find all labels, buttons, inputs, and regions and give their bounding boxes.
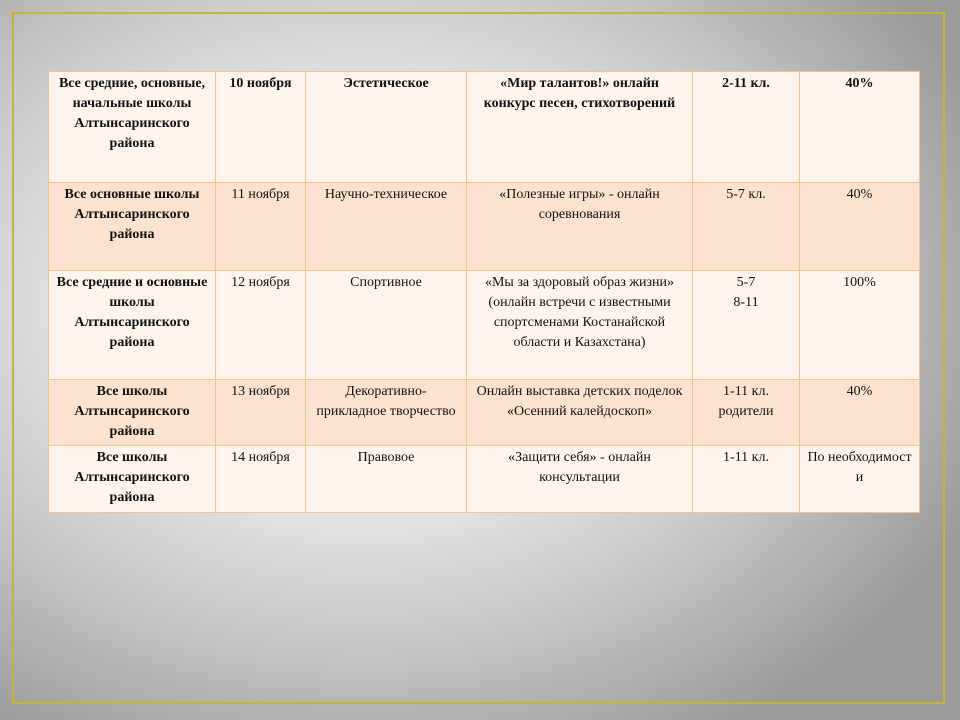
organization-cell: Все средние, основные, начальные школы Алтынсаринского района — [49, 72, 216, 183]
direction-cell: Эстетическое — [306, 72, 467, 183]
direction-cell: Правовое — [306, 446, 467, 513]
grades-cell: 1-11 кл. родители — [693, 380, 800, 446]
organization-cell: Все школы Алтынсаринского района — [49, 380, 216, 446]
table-row — [49, 72, 920, 183]
date-cell: 10 ноября — [216, 72, 306, 183]
coverage-cell: 100% — [800, 271, 920, 380]
table-row — [49, 446, 920, 513]
organization-cell: Все основные школы Алтынсаринского района — [49, 183, 216, 271]
date-cell: 13 ноября — [216, 380, 306, 446]
table-row — [49, 271, 920, 380]
coverage-cell: По необходимости — [800, 446, 920, 513]
date-cell: 14 ноября — [216, 446, 306, 513]
event-cell: Онлайн выставка детских поделок «Осенний калейдоскоп» — [467, 380, 693, 446]
table-row — [49, 380, 920, 446]
coverage-cell: 40% — [800, 380, 920, 446]
organization-cell: Все школы Алтынсаринского района — [49, 446, 216, 513]
event-cell: «Полезные игры» - онлайн соревнования — [467, 183, 693, 271]
events-table — [48, 71, 920, 513]
date-cell: 12 ноября — [216, 271, 306, 380]
coverage-cell: 40% — [800, 72, 920, 183]
grades-cell: 5-7 8-11 — [693, 271, 800, 380]
direction-cell: Научно-техническое — [306, 183, 467, 271]
grades-cell: 2-11 кл. — [693, 72, 800, 183]
coverage-cell: 40% — [800, 183, 920, 271]
direction-cell: Декоративно-прикладное творчество — [306, 380, 467, 446]
direction-cell: Спортивное — [306, 271, 467, 380]
grades-cell: 1-11 кл. — [693, 446, 800, 513]
grades-cell: 5-7 кл. — [693, 183, 800, 271]
table-row — [49, 183, 920, 271]
event-cell: «Мир талантов!» онлайн конкурс песен, стихотворений — [467, 72, 693, 183]
organization-cell: Все средние и основные школы Алтынсаринского района — [49, 271, 216, 380]
event-cell: «Мы за здоровый образ жизни» (онлайн встречи с известными спортсменами Костанайской области и Казахстана) — [467, 271, 693, 380]
date-cell: 11 ноября — [216, 183, 306, 271]
event-cell: «Защити себя» - онлайн консультации — [467, 446, 693, 513]
